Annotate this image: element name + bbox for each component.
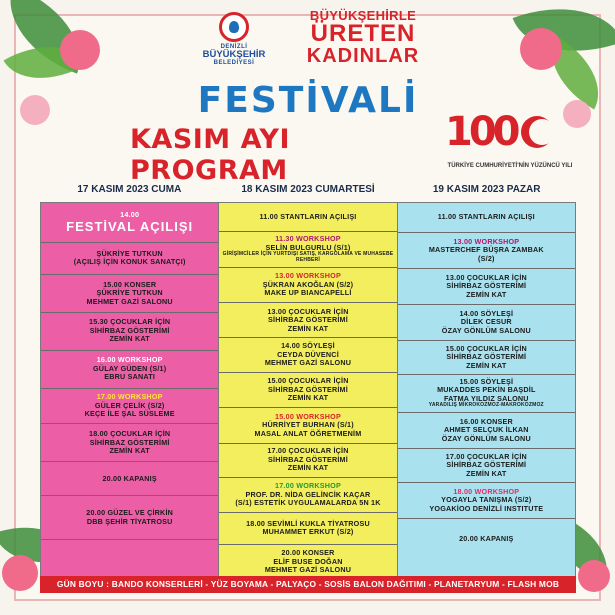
schedule-line: ZEMİN KAT [109, 446, 150, 456]
schedule-cell [41, 389, 218, 425]
municipality-logo [188, 12, 280, 82]
day-headers [40, 178, 576, 202]
schedule-line: MASAL ANLAT ÖĞRETMENİM [254, 428, 362, 438]
schedule-line: SİHİRBAZ GÖSTERİMİ [89, 325, 170, 335]
schedule-line: 20.00 GÜZEL VE ÇİRKİN [86, 508, 174, 518]
schedule-cell [398, 203, 575, 233]
logo-line1: DENİZLİ [220, 44, 248, 50]
schedule-cell [41, 275, 218, 313]
schedule-line: 15.00 ÇOCUKLAR İÇİN [267, 376, 349, 386]
schedule-line: SİHİRBAZ GÖSTERİMİ [446, 460, 527, 470]
title-line1: BÜYÜKŞEHİRLE [309, 8, 417, 23]
schedule-line: 18.00 SEVİMLİ KUKLA TİYATROSU [246, 518, 370, 528]
schedule-cell [219, 408, 396, 443]
schedule-cell [41, 462, 218, 496]
schedule-line: SİHİRBAZ GÖSTERİMİ [268, 315, 348, 325]
day3-column [398, 203, 575, 579]
program-table [40, 178, 576, 580]
schedule-line: ŞÜKRİYE TUTKUN [96, 248, 163, 258]
schedule-line: 13.00 WORKSHOP [453, 236, 520, 246]
centennial-subtitle: TÜRKİYE CUMHURİYETİ'NİN YÜZÜNCÜ YILI [447, 163, 573, 169]
schedule-line: 17.00 ÇOCUKLAR İÇİN [445, 451, 527, 461]
schedule-cell [41, 540, 218, 579]
logo-line3: BELEDİYESİ [213, 59, 255, 66]
schedule-cell [398, 233, 575, 269]
schedule-line: ZEMİN KAT [466, 360, 507, 370]
logo-line2: BÜYÜKŞEHİR [202, 49, 266, 60]
schedule-line: CEYDA DÜVENCİ [277, 349, 339, 359]
schedule-line: YOGAYLA TANIŞMA (S/2) [441, 495, 532, 505]
schedule-line: AHMET SELÇUK İLKAN [443, 425, 529, 435]
schedule-line: 18.00 ÇOCUKLAR İÇİN [89, 429, 171, 439]
schedule-line: 17.00 WORKSHOP [275, 481, 341, 491]
schedule-line: MAKE UP BIANCAPELLİ [264, 288, 352, 298]
schedule-line: SELİN BULGURLU (S/1) [265, 242, 351, 252]
schedule-cell [219, 478, 396, 513]
schedule-line: ZEMİN KAT [109, 334, 150, 344]
schedule-line: (S/2) [478, 253, 495, 263]
schedule-line: 17.00 WORKSHOP [96, 392, 163, 402]
day2-column [219, 203, 397, 579]
schedule-line: (AÇILIŞ İÇİN KONUK SANATÇI) [73, 257, 186, 267]
schedule-line: PROF. DR. NİDA GELİNCİK KAÇAR [245, 489, 371, 499]
schedule-line: 14.00 SÖYLEŞİ [459, 308, 514, 318]
schedule-line: SİHİRBAZ GÖSTERİMİ [446, 281, 527, 291]
schedule-line: 17.00 ÇOCUKLAR İÇİN [267, 446, 349, 456]
schedule-line: 11.00 STANTLARIN AÇILIŞI [259, 211, 357, 221]
schedule-line: 16.00 KONSER [459, 416, 513, 426]
schedule-line: 14.00 SÖYLEŞİ [281, 341, 335, 351]
schedule-cell [398, 449, 575, 483]
schedule-cell [41, 351, 218, 389]
schedule-cell [41, 243, 218, 275]
schedule-line: DBB ŞEHİR TİYATROSU [86, 516, 173, 526]
schedule-line: 15.00 KONSER [103, 279, 157, 289]
day-header: 17 KASIM 2023 CUMA [77, 184, 182, 195]
schedule-line: FESTİVAL AÇILIŞI [66, 219, 194, 235]
day-header: 18 KASIM 2023 CUMARTESİ [241, 184, 375, 195]
schedule-line: SİHİRBAZ GÖSTERİMİ [89, 437, 170, 447]
schedule-line: 15.00 WORKSHOP [275, 411, 341, 421]
title-line2: ÜRETEN [310, 20, 416, 47]
schedule-line: ZEMİN KAT [287, 463, 329, 473]
program-title: KASIM AYI PROGRAM [130, 124, 290, 186]
schedule-cell [398, 483, 575, 519]
schedule-cell [398, 375, 575, 413]
schedule-cell [219, 203, 396, 232]
schedule-line: GİRİŞİMCİLER İÇİN YURTDIŞI SATIŞ, KARGOLAMA VE MUHASEBE REHBERİ [222, 251, 394, 264]
schedule-line: MEHMET GAZİ SALONU [264, 358, 352, 368]
schedule-line: SİHİRBAZ GÖSTERİMİ [268, 454, 348, 464]
centennial-number: 100 [445, 109, 517, 155]
schedule-cell [219, 373, 396, 408]
festival-heading: FESTİVALİ [197, 80, 419, 121]
schedule-cell [398, 269, 575, 305]
schedule-line: ZEMİN KAT [287, 393, 329, 403]
schedule-line: MASTERCHEF BÜŞRA ZAMBAK [428, 245, 544, 255]
logo-emblem-icon [219, 12, 249, 42]
schedule-line: MEHMET GAZİ SALONU [86, 296, 173, 306]
schedule-line: ZEMİN KAT [466, 289, 507, 299]
schedule-line: ZEMİN KAT [466, 468, 507, 478]
schedule-cell [41, 496, 218, 540]
all-day-footer: GÜN BOYU : BANDO KONSERLERİ - YÜZ BOYAMA - PALYAÇO - SOSİS BALON DAĞITIMI - PLANETARYUM - FLASH MOB [40, 576, 576, 593]
schedule-line: 15.00 SÖYLEŞİ [459, 376, 514, 386]
schedule-line: 13.00 ÇOCUKLAR İÇİN [267, 306, 349, 316]
schedule-line: 15.30 ÇOCUKLAR İÇİN [89, 317, 171, 327]
day-header: 19 KASIM 2023 PAZAR [432, 184, 541, 195]
flower-decoration [578, 560, 610, 592]
schedule-line: SİHİRBAZ GÖSTERİMİ [268, 384, 348, 394]
schedule-line: (S/1) ESTETİK UYGULAMALARDA 5N 1K [235, 498, 381, 508]
schedule-line: FATMA YILDIZ SALONU [443, 393, 529, 403]
schedule-cell [398, 305, 575, 341]
schedule-line: ZEMİN KAT [287, 323, 329, 333]
schedule-line: ŞÜKRAN AKOĞLAN (S/2) [262, 279, 354, 289]
schedule-line: YARADILIŞ MİKROKOZMOZ-MAKROKOZMOZ [428, 402, 544, 409]
schedule-line: ÖZAY GÖNLÜM SALONU [441, 433, 531, 443]
schedule-columns [40, 202, 576, 580]
schedule-line: 20.00 KAPANIŞ [102, 473, 157, 483]
schedule-cell [219, 513, 396, 544]
schedule-cell [219, 444, 396, 478]
schedule-cell [219, 232, 396, 267]
schedule-line: GÜLER ÇELİK (S/2) [94, 400, 165, 410]
schedule-line: ELİF BUSE DOĞAN [273, 556, 343, 566]
schedule-cell [41, 424, 218, 462]
schedule-line: 20.00 KONSER [281, 548, 335, 558]
schedule-cell [398, 413, 575, 449]
schedule-cell [219, 268, 396, 303]
schedule-line: 11.30 WORKSHOP [275, 234, 341, 244]
schedule-line: MEHMET GAZİ SALONU [264, 565, 352, 575]
schedule-line: KEÇE İLE ŞAL SÜSLEME [84, 409, 175, 419]
schedule-line: DİLEK CESUR [460, 317, 512, 327]
schedule-cell [219, 338, 396, 372]
flower-decoration [2, 555, 38, 591]
schedule-line: SİHİRBAZ GÖSTERİMİ [446, 352, 527, 362]
schedule-line: MUKADDES PEKİN BAŞDİL [437, 385, 536, 395]
schedule-line: 14.00 [120, 209, 140, 219]
schedule-line: HÜRRİYET BURHAN (S/1) [262, 420, 354, 430]
schedule-line: 20.00 KAPANIŞ [459, 534, 514, 544]
schedule-line: 11.00 STANTLARIN AÇILIŞI [437, 212, 535, 222]
header [0, 0, 615, 186]
schedule-line: GÜLAY GÜDEN (S/1) [93, 363, 167, 373]
schedule-cell [41, 203, 218, 243]
schedule-line: 16.00 WORKSHOP [96, 355, 163, 365]
centennial-badge [445, 109, 565, 156]
schedule-line: YOGAKİOO DENİZLİ INSTITUTE [429, 503, 544, 513]
schedule-cell [41, 313, 218, 351]
schedule-cell [398, 341, 575, 375]
schedule-line: ÖZAY GÖNLÜM SALONU [441, 325, 531, 335]
schedule-cell [219, 545, 396, 579]
festival-title-stack [288, 8, 438, 66]
schedule-line: ŞÜKRİYE TUTKUN [96, 288, 163, 298]
title-line3: KADINLAR [306, 44, 420, 67]
schedule-line: 13.00 ÇOCUKLAR İÇİN [445, 272, 527, 282]
schedule-line: 15.00 ÇOCUKLAR İÇİN [445, 343, 527, 353]
day1-column [41, 203, 219, 579]
schedule-line: MUHAMMET ERKUT (S/2) [262, 527, 354, 537]
schedule-cell [398, 519, 575, 560]
schedule-line: EBRU SANATI [104, 372, 156, 382]
schedule-line: 13.00 WORKSHOP [275, 271, 341, 281]
schedule-line: 18.00 WORKSHOP [453, 486, 520, 496]
crescent-star-icon [521, 116, 553, 148]
schedule-cell [219, 303, 396, 338]
